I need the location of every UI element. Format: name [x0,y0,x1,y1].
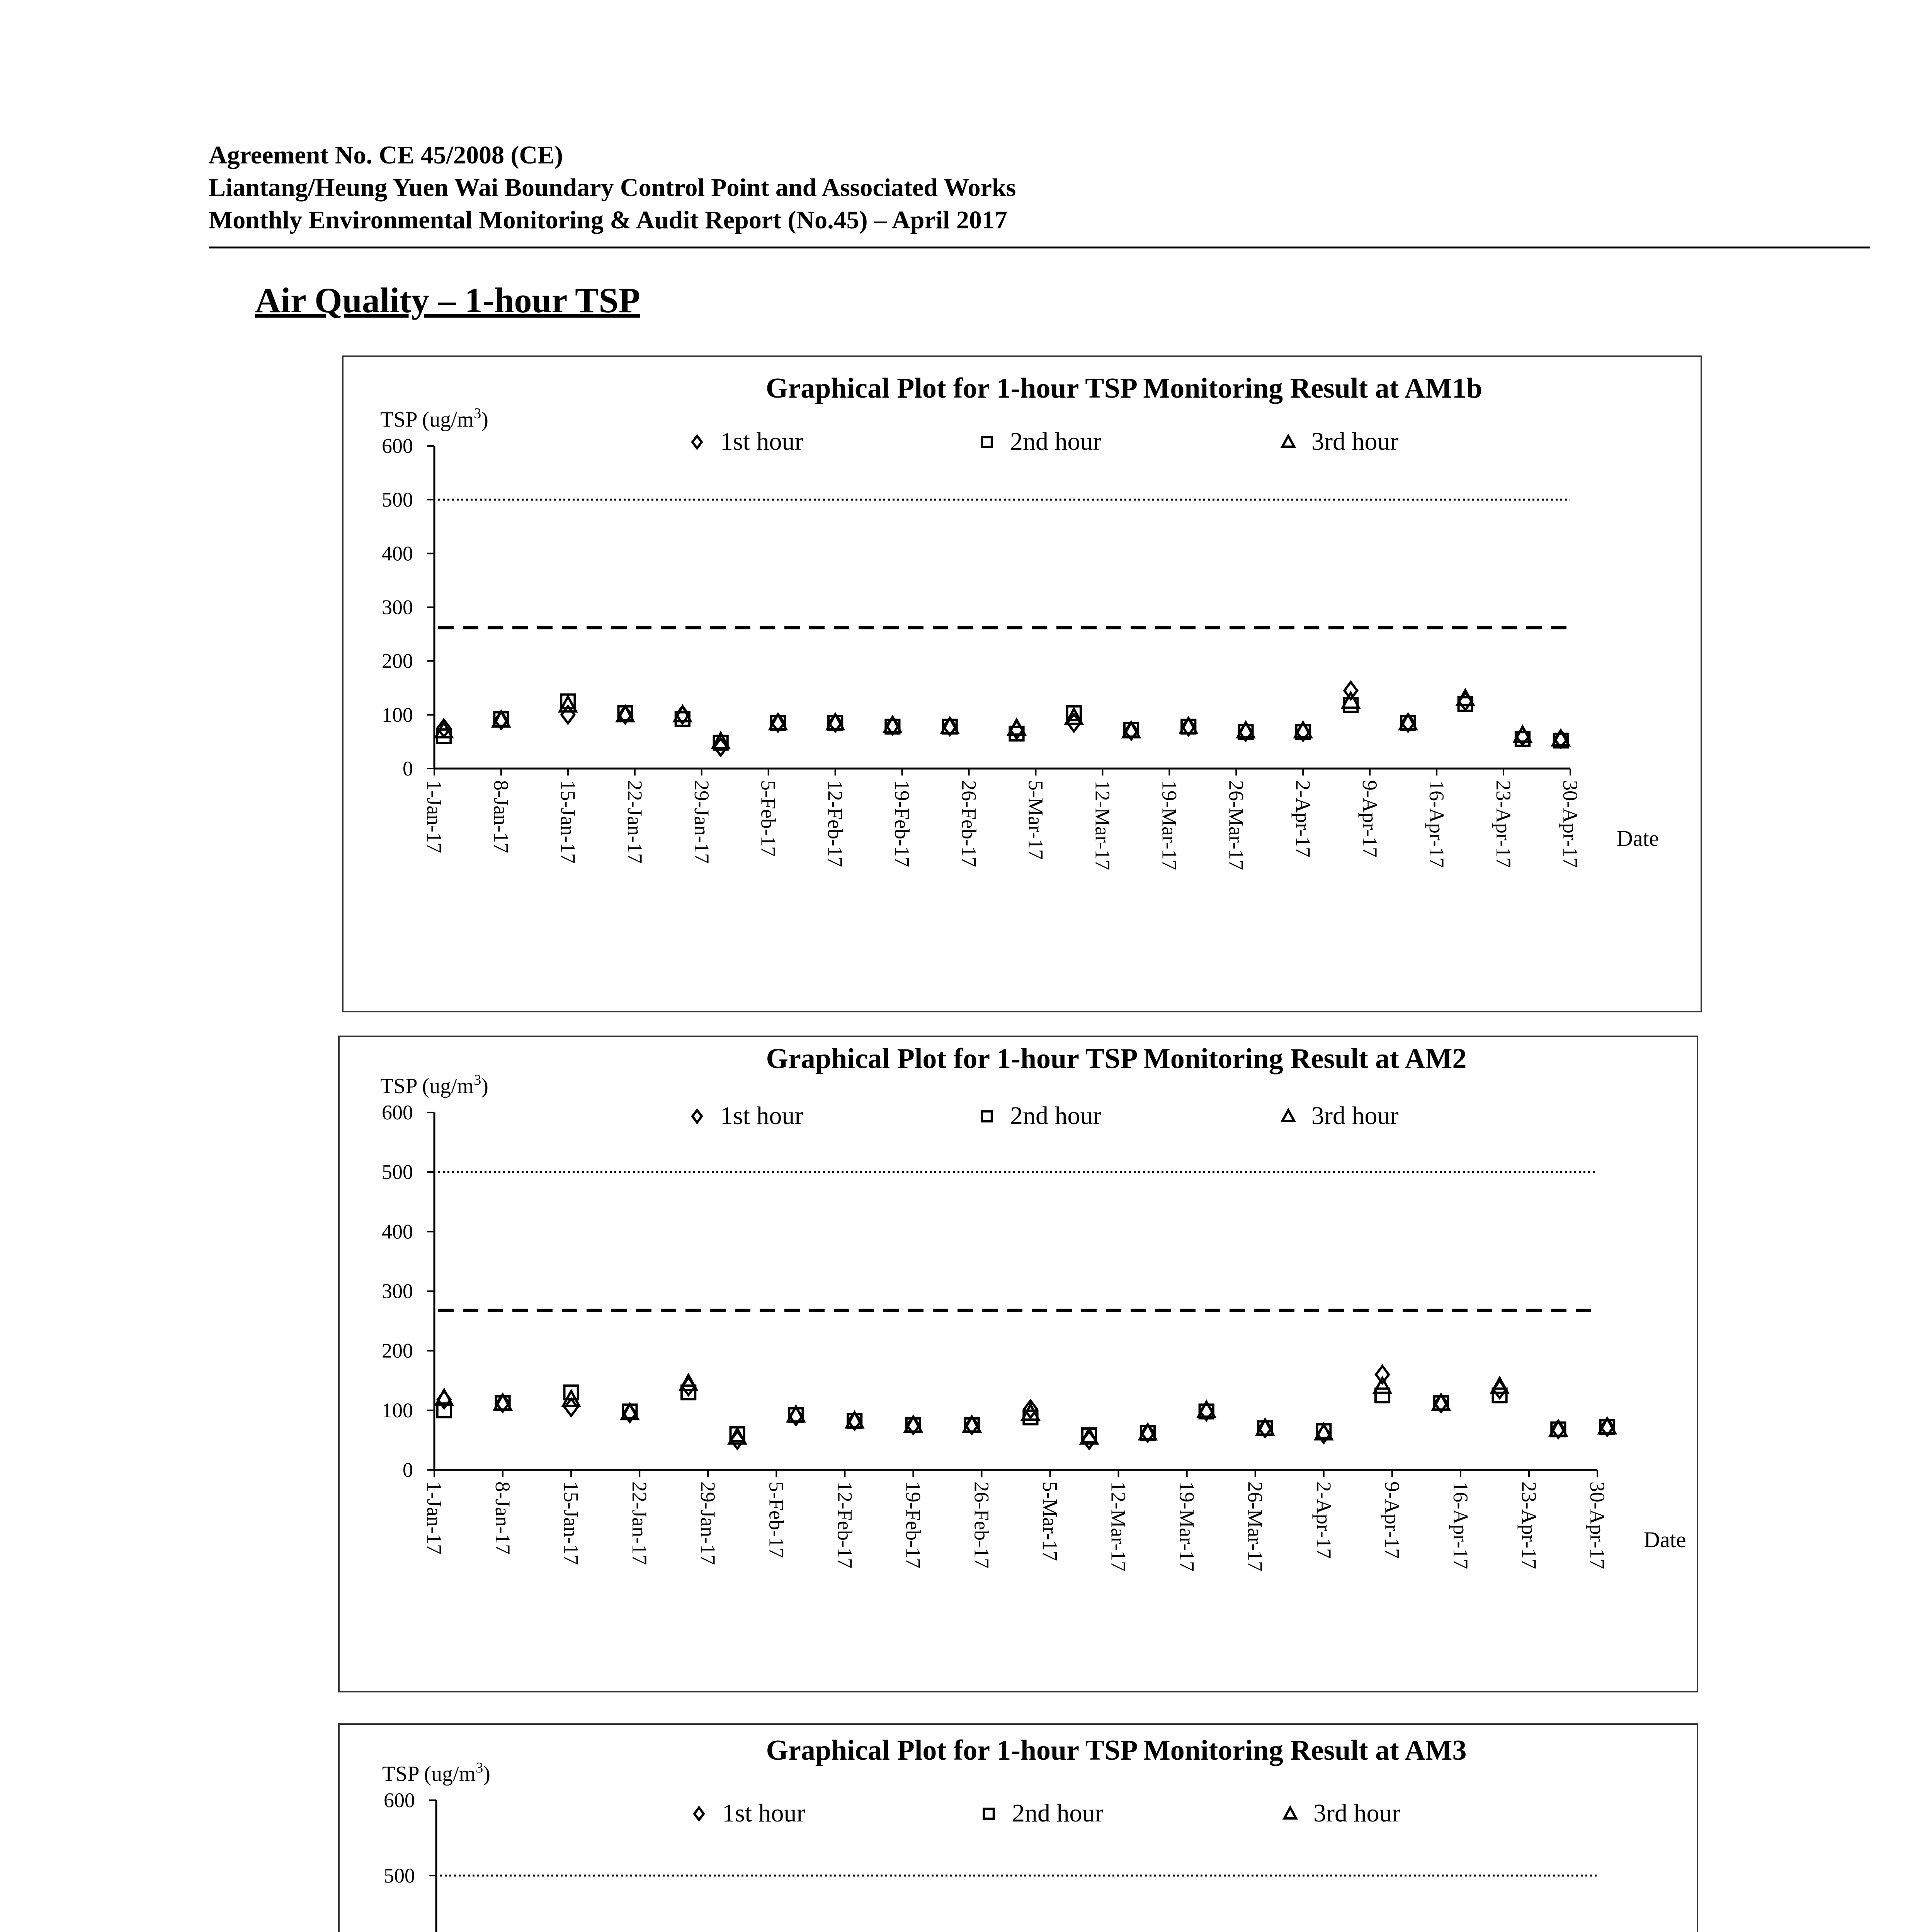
series-square [437,694,1568,749]
y-tick-label: 500 [382,1160,413,1184]
chart-title: Graphical Plot for 1-hour TSP Monitoring Result at AM1b [765,372,1483,404]
x-tick-label: 2-Apr-17 [1291,780,1315,857]
x-tick-label: 30-Apr-17 [1586,1481,1609,1569]
chart-panel-am3 [338,1723,1698,1932]
y-tick-label: 500 [382,488,413,512]
chart-title: Graphical Plot for 1-hour TSP Monitoring Result at AM3 [766,1735,1467,1766]
x-tick-label: 26-Feb-17 [970,1481,993,1568]
y-tick-label: 300 [382,595,413,619]
series-diamond [438,1366,1614,1449]
data-point-diamond [1376,1366,1389,1383]
legend-marker-diamond [694,1808,704,1820]
legend-marker-square [982,1111,992,1121]
legend-label: 3rd hour [1311,427,1399,456]
x-tick-label: 16-Apr-17 [1449,1481,1472,1569]
data-point-diamond [1083,1432,1095,1449]
document-header [209,139,1870,236]
x-axis-label: Date [1644,1527,1686,1552]
x-tick-label: 9-Apr-17 [1358,780,1382,857]
x-tick-label: 16-Apr-17 [1425,780,1449,868]
x-tick-label: 5-Mar-17 [1038,1481,1062,1561]
x-tick-label: 26-Feb-17 [957,780,981,867]
x-tick-label: 12-Mar-17 [1107,1481,1130,1571]
y-tick-label: 0 [403,1458,413,1481]
x-tick-label: 5-Feb-17 [757,780,780,857]
y-tick-label: 100 [382,1398,413,1422]
x-tick-label: 26-Mar-17 [1225,780,1248,870]
x-tick-label: 22-Jan-17 [623,780,646,864]
y-axis-label: TSP $(ug/m^3)$ [382,1760,490,1786]
x-tick-label: 8-Jan-17 [489,780,513,853]
chart-svg-am2 [340,1037,1697,1691]
series-triangle [436,690,1569,748]
legend-marker-square [984,1809,994,1819]
y-axis-label: TSP $(ug/m^3)$ [380,405,488,432]
x-tick-label: 15-Jan-17 [560,1481,583,1565]
y-tick-label: 100 [382,703,413,726]
y-tick-label: 200 [382,1339,413,1362]
chart-panel-am2 [338,1036,1698,1692]
legend-marker-square [982,437,992,447]
chart-svg-am3 [340,1725,1697,1932]
legend-marker-triangle [1282,1110,1294,1121]
data-point-diamond [1459,693,1472,710]
legend-label: 2nd hour [1012,1799,1104,1827]
series-diamond [437,682,1567,755]
x-tick-label: 5-Feb-17 [765,1481,788,1558]
x-tick-label: 19-Feb-17 [890,780,914,867]
x-tick-label: 29-Jan-17 [690,780,713,864]
x-tick-label: 26-Mar-17 [1243,1481,1267,1571]
x-tick-label: 15-Jan-17 [556,780,580,864]
y-tick-label: 600 [382,434,413,457]
project-title: Liantang/Heung Yuen Wai Boundary Control Point and Associated Works [209,173,1016,202]
x-tick-label: 1-Jan-17 [423,1481,446,1554]
y-tick-label: 600 [382,1101,413,1124]
data-point-triangle [680,1375,697,1390]
legend-label: 3rd hour [1313,1799,1401,1827]
chart-title: Graphical Plot for 1-hour TSP Monitoring Result at AM2 [766,1043,1467,1075]
y-tick-label: 400 [382,1220,413,1243]
x-tick-label: 30-Apr-17 [1559,780,1582,868]
agreement-number: Agreement No. CE 45/2008 (CE) [209,141,563,169]
x-tick-label: 1-Jan-17 [423,780,446,853]
x-tick-label: 8-Jan-17 [491,1481,515,1554]
x-tick-label: 22-Jan-17 [628,1481,651,1565]
x-tick-label: 12-Feb-17 [833,1481,857,1568]
legend-marker-triangle [1282,436,1294,447]
data-point-square [1376,1389,1389,1402]
x-tick-label: 19-Feb-17 [901,1481,925,1568]
x-tick-label: 12-Feb-17 [823,780,847,867]
legend-label: 1st hour [720,427,803,456]
y-tick-label: 200 [382,649,413,673]
y-tick-label: 400 [382,542,413,565]
x-tick-label: 9-Apr-17 [1380,1481,1404,1559]
data-point-triangle [1492,1378,1508,1393]
y-tick-label: 600 [384,1789,415,1812]
chart-svg-am1b [344,357,1701,1011]
legend-label: 1st hour [722,1799,805,1827]
x-tick-label: 5-Mar-17 [1024,780,1048,860]
y-tick-label: 500 [384,1864,415,1887]
legend-label: 2nd hour [1010,427,1102,456]
x-tick-label: 2-Apr-17 [1312,1481,1335,1559]
x-axis-label: Date [1617,826,1659,851]
header-rule [209,247,1870,248]
legend-marker-diamond [692,1110,702,1122]
x-tick-label: 12-Mar-17 [1091,780,1114,870]
report-title: Monthly Environmental Monitoring & Audit Report (No.45) – April 2017 [209,206,1007,234]
legend-label: 3rd hour [1311,1102,1399,1130]
x-tick-label: 23-Apr-17 [1517,1481,1541,1569]
x-tick-label: 23-Apr-17 [1492,780,1515,868]
legend-marker-diamond [692,436,702,448]
legend-label: 2nd hour [1010,1102,1102,1130]
data-point-triangle [1374,1378,1391,1393]
y-tick-label: 300 [382,1279,413,1303]
legend-label: 1st hour [720,1102,803,1130]
legend-marker-triangle [1284,1808,1296,1818]
section-title: Air Quality – 1-hour TSP [255,281,640,320]
chart-panel-am1b [342,355,1702,1012]
y-tick-label: 0 [403,757,413,780]
x-tick-label: 29-Jan-17 [696,1481,720,1565]
x-tick-label: 19-Mar-17 [1175,1481,1199,1571]
y-axis-label: TSP $(ug/m^3)$ [380,1072,488,1098]
x-tick-label: 19-Mar-17 [1158,780,1181,870]
